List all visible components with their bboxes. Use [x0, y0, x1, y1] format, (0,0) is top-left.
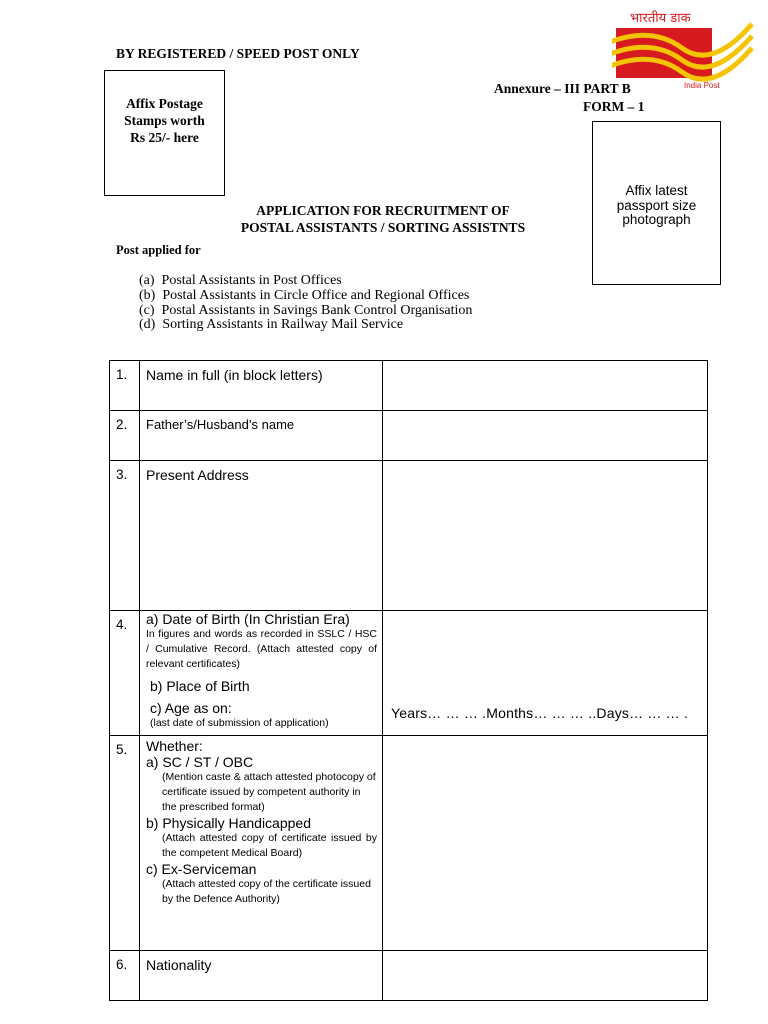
- photo-line: passport size: [616, 197, 697, 213]
- father-husband-name-label: Father’s/Husband’s name: [140, 411, 383, 461]
- row-number: 5.: [110, 736, 140, 951]
- post-option: (b) Postal Assistants in Circle Office and Regional Offices: [139, 287, 470, 303]
- age-value-line: Years… … … .Months… … … ..Days… … … .: [391, 705, 689, 721]
- application-form-table: [109, 360, 708, 1001]
- post-applied-label: Post applied for: [116, 243, 201, 257]
- date-of-birth-cell: [140, 611, 383, 736]
- stamp-line: Rs 25/- here: [130, 130, 199, 145]
- photo-line: Affix latest: [625, 183, 688, 198]
- name-label: Name in full (in block letters): [140, 361, 383, 411]
- post-list: [139, 274, 472, 333]
- nationality-label: Nationality: [140, 951, 383, 1001]
- table-row: [110, 461, 708, 611]
- date-of-birth-note: In figures and words as recorded in SSLC / HSC / Cumulative Record. (Attach attested copy of relevant certificates): [146, 628, 377, 670]
- whether-label: Whether:: [146, 738, 203, 754]
- annexure-label: Annexure – III PART B: [494, 81, 631, 96]
- title-line: APPLICATION FOR RECRUITMENT OF: [256, 203, 510, 218]
- ex-serviceman-note: (Attach attested copy of the certificate issued by the Defence Authority): [162, 878, 371, 905]
- row-number: 2.: [110, 411, 140, 461]
- table-row: [110, 411, 708, 461]
- name-field[interactable]: [383, 361, 708, 411]
- table-row: [110, 951, 708, 1001]
- form-number: FORM – 1: [583, 99, 645, 114]
- post-option: (c) Postal Assistants in Savings Bank Control Organisation: [139, 302, 473, 318]
- physically-handicapped-label: b) Physically Handicapped: [146, 815, 311, 831]
- form-title: [190, 202, 576, 236]
- physically-handicapped-note: (Attach attested copy of certificate issued by the competent Medical Board): [162, 832, 377, 859]
- post-option: (d) Sorting Assistants in Railway Mail Service: [139, 317, 404, 333]
- row-number: 1.: [110, 361, 140, 411]
- stamp-line: Stamps worth: [124, 113, 205, 128]
- stamp-line: Affix Postage: [126, 96, 203, 111]
- nationality-field[interactable]: [383, 951, 708, 1001]
- date-of-birth-label: a) Date of Birth (In Christian Era): [146, 611, 350, 627]
- post-option: (a) Postal Assistants in Post Offices: [139, 273, 342, 288]
- row-number: 3.: [110, 461, 140, 611]
- photograph-box: [592, 121, 721, 285]
- logo-hindi-text: भारतीय डाक: [630, 11, 691, 26]
- logo-english-text: India Post: [684, 81, 720, 90]
- table-row: [110, 611, 708, 736]
- age-as-on-label: c) Age as on:: [150, 700, 232, 716]
- registered-post-note: BY REGISTERED / SPEED POST ONLY: [116, 46, 360, 61]
- ex-serviceman-label: c) Ex-Serviceman: [146, 861, 257, 877]
- title-line: POSTAL ASSISTANTS / SORTING ASSISTNTS: [240, 220, 526, 235]
- present-address-field[interactable]: [383, 461, 708, 611]
- birth-details-field[interactable]: [383, 611, 708, 736]
- row-number: 4.: [110, 611, 140, 736]
- table-row: [110, 736, 708, 951]
- place-of-birth-label: b) Place of Birth: [150, 678, 250, 694]
- india-post-logo: [612, 6, 756, 90]
- photo-line: photograph: [622, 212, 691, 227]
- table-row: [110, 361, 708, 411]
- row-number: 6.: [110, 951, 140, 1001]
- sc-st-obc-label: a) SC / ST / OBC: [146, 754, 254, 770]
- age-as-on-note: (last date of submission of application): [150, 717, 329, 729]
- father-husband-name-field[interactable]: [383, 411, 708, 461]
- category-cell: [140, 736, 383, 951]
- present-address-label: Present Address: [140, 461, 383, 611]
- postage-stamp-box: [104, 70, 225, 196]
- sc-st-obc-note: (Mention caste & attach attested photocopy of certificate issued by competent authority in the prescribed format): [162, 771, 376, 813]
- category-field[interactable]: [383, 736, 708, 951]
